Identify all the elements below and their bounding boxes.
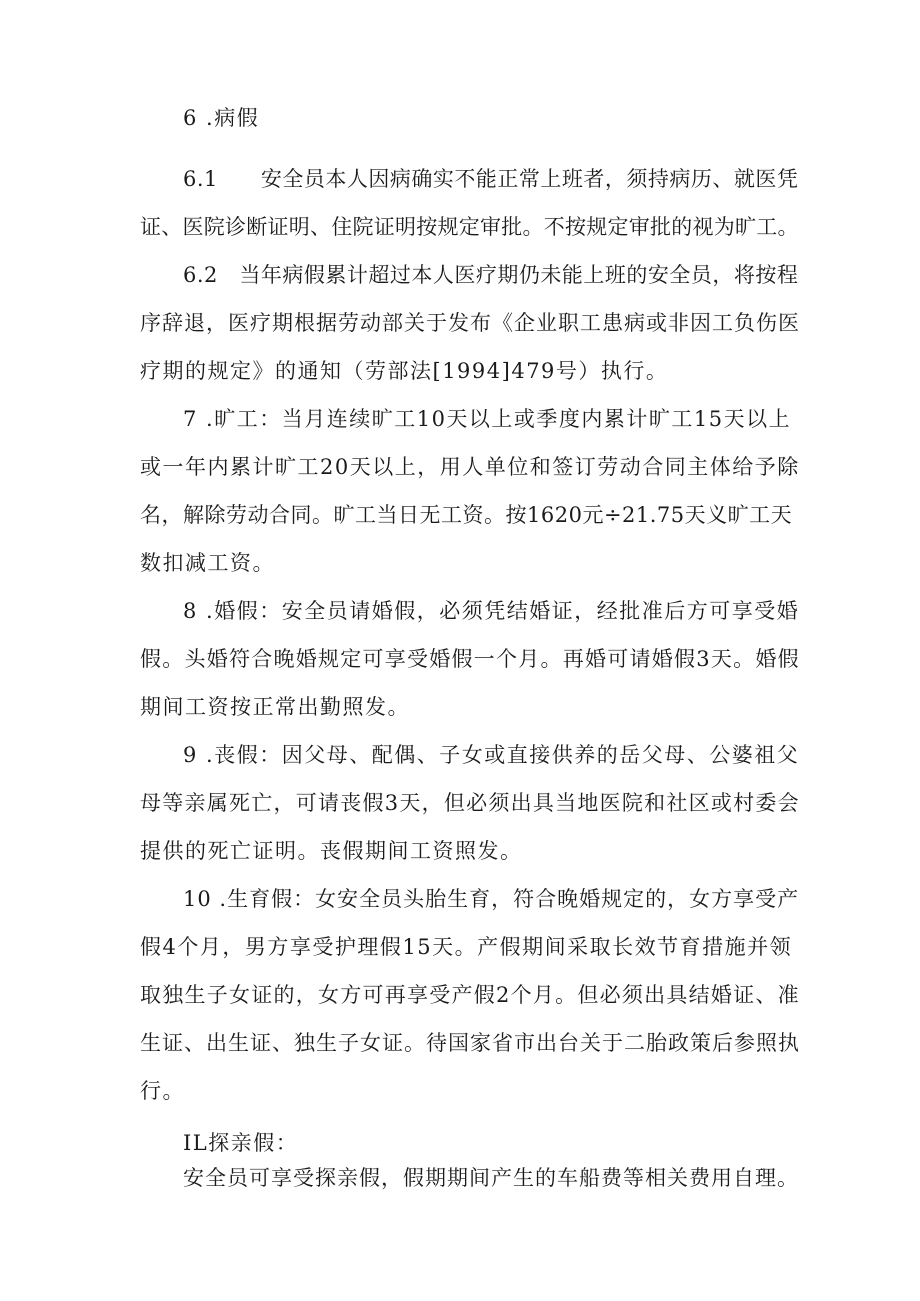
paragraph-line: 9 .丧假：因父母、配偶、子女或直接供养的岳父母、公婆祖父 (183, 743, 800, 767)
paragraph-line: 疗期的规定》的通知（劳部法[1994]479号）执行。 (140, 359, 669, 383)
paragraph-line: 期间工资按正常出勤照发。 (140, 695, 410, 719)
section-heading-sick-leave: 6 .病假 (183, 106, 260, 130)
paragraph-line: 假。头婚符合晚婚规定可享受婚假一个月。再婚可请婚假3天。婚假 (140, 647, 800, 671)
paragraph-line: 数扣减工资。 (140, 551, 275, 575)
paragraph-line: 名，解除劳动合同。旷工当日无工资。按1620元÷21.75天义旷工天 (140, 503, 793, 527)
paragraph-line: 取独生子女证的，女方可再享受产假2个月。但必须出具结婚证、准 (140, 983, 800, 1007)
paragraph-line: 6.1 安全员本人因病确实不能正常上班者，须持病历、就医凭 (183, 167, 799, 191)
paragraph-line: 10 .生育假：女安全员头胎生育，符合晚婚规定的，女方享受产 (183, 887, 800, 911)
paragraph-line: 或一年内累计旷工20天以上，用人单位和签订劳动合同主体给予除 (140, 455, 800, 479)
paragraph-line: 序辞退，医疗期根据劳动部关于发布《企业职工患病或非因工负伤医 (140, 311, 800, 335)
paragraph-line: 提供的死亡证明。丧假期间工资照发。 (140, 839, 523, 863)
paragraph-line: 6.2 当年病假累计超过本人医疗期仍未能上班的安全员，将按程 (183, 263, 799, 287)
paragraph-line: 生证、出生证、独生子女证。待国家省市出台关于二胎政策后参照执 (140, 1031, 800, 1055)
paragraph-line: 安全员可享受探亲假，假期期间产生的车船费等相关费用自理。 (183, 1166, 799, 1190)
paragraph-line: 7 .旷工：当月连续旷工10天以上或季度内累计旷工15天以上 (183, 407, 792, 431)
paragraph-line: 8 .婚假：安全员请婚假，必须凭结婚证，经批准后方可享受婚 (183, 599, 800, 623)
paragraph-line: 母等亲属死亡，可请丧假3天，但必须出具当地医院和社区或村委会 (140, 791, 800, 815)
section-heading-family-visit-leave: IL探亲假： (183, 1131, 299, 1155)
paragraph-line: 假4个月，男方享受护理假15天。产假期间采取长效节育措施并领 (140, 935, 793, 959)
paragraph-line: 证、医院诊断证明、住院证明按规定审批。不按规定审批的视为旷工。 (140, 215, 799, 239)
paragraph-line: 行。 (140, 1079, 185, 1103)
